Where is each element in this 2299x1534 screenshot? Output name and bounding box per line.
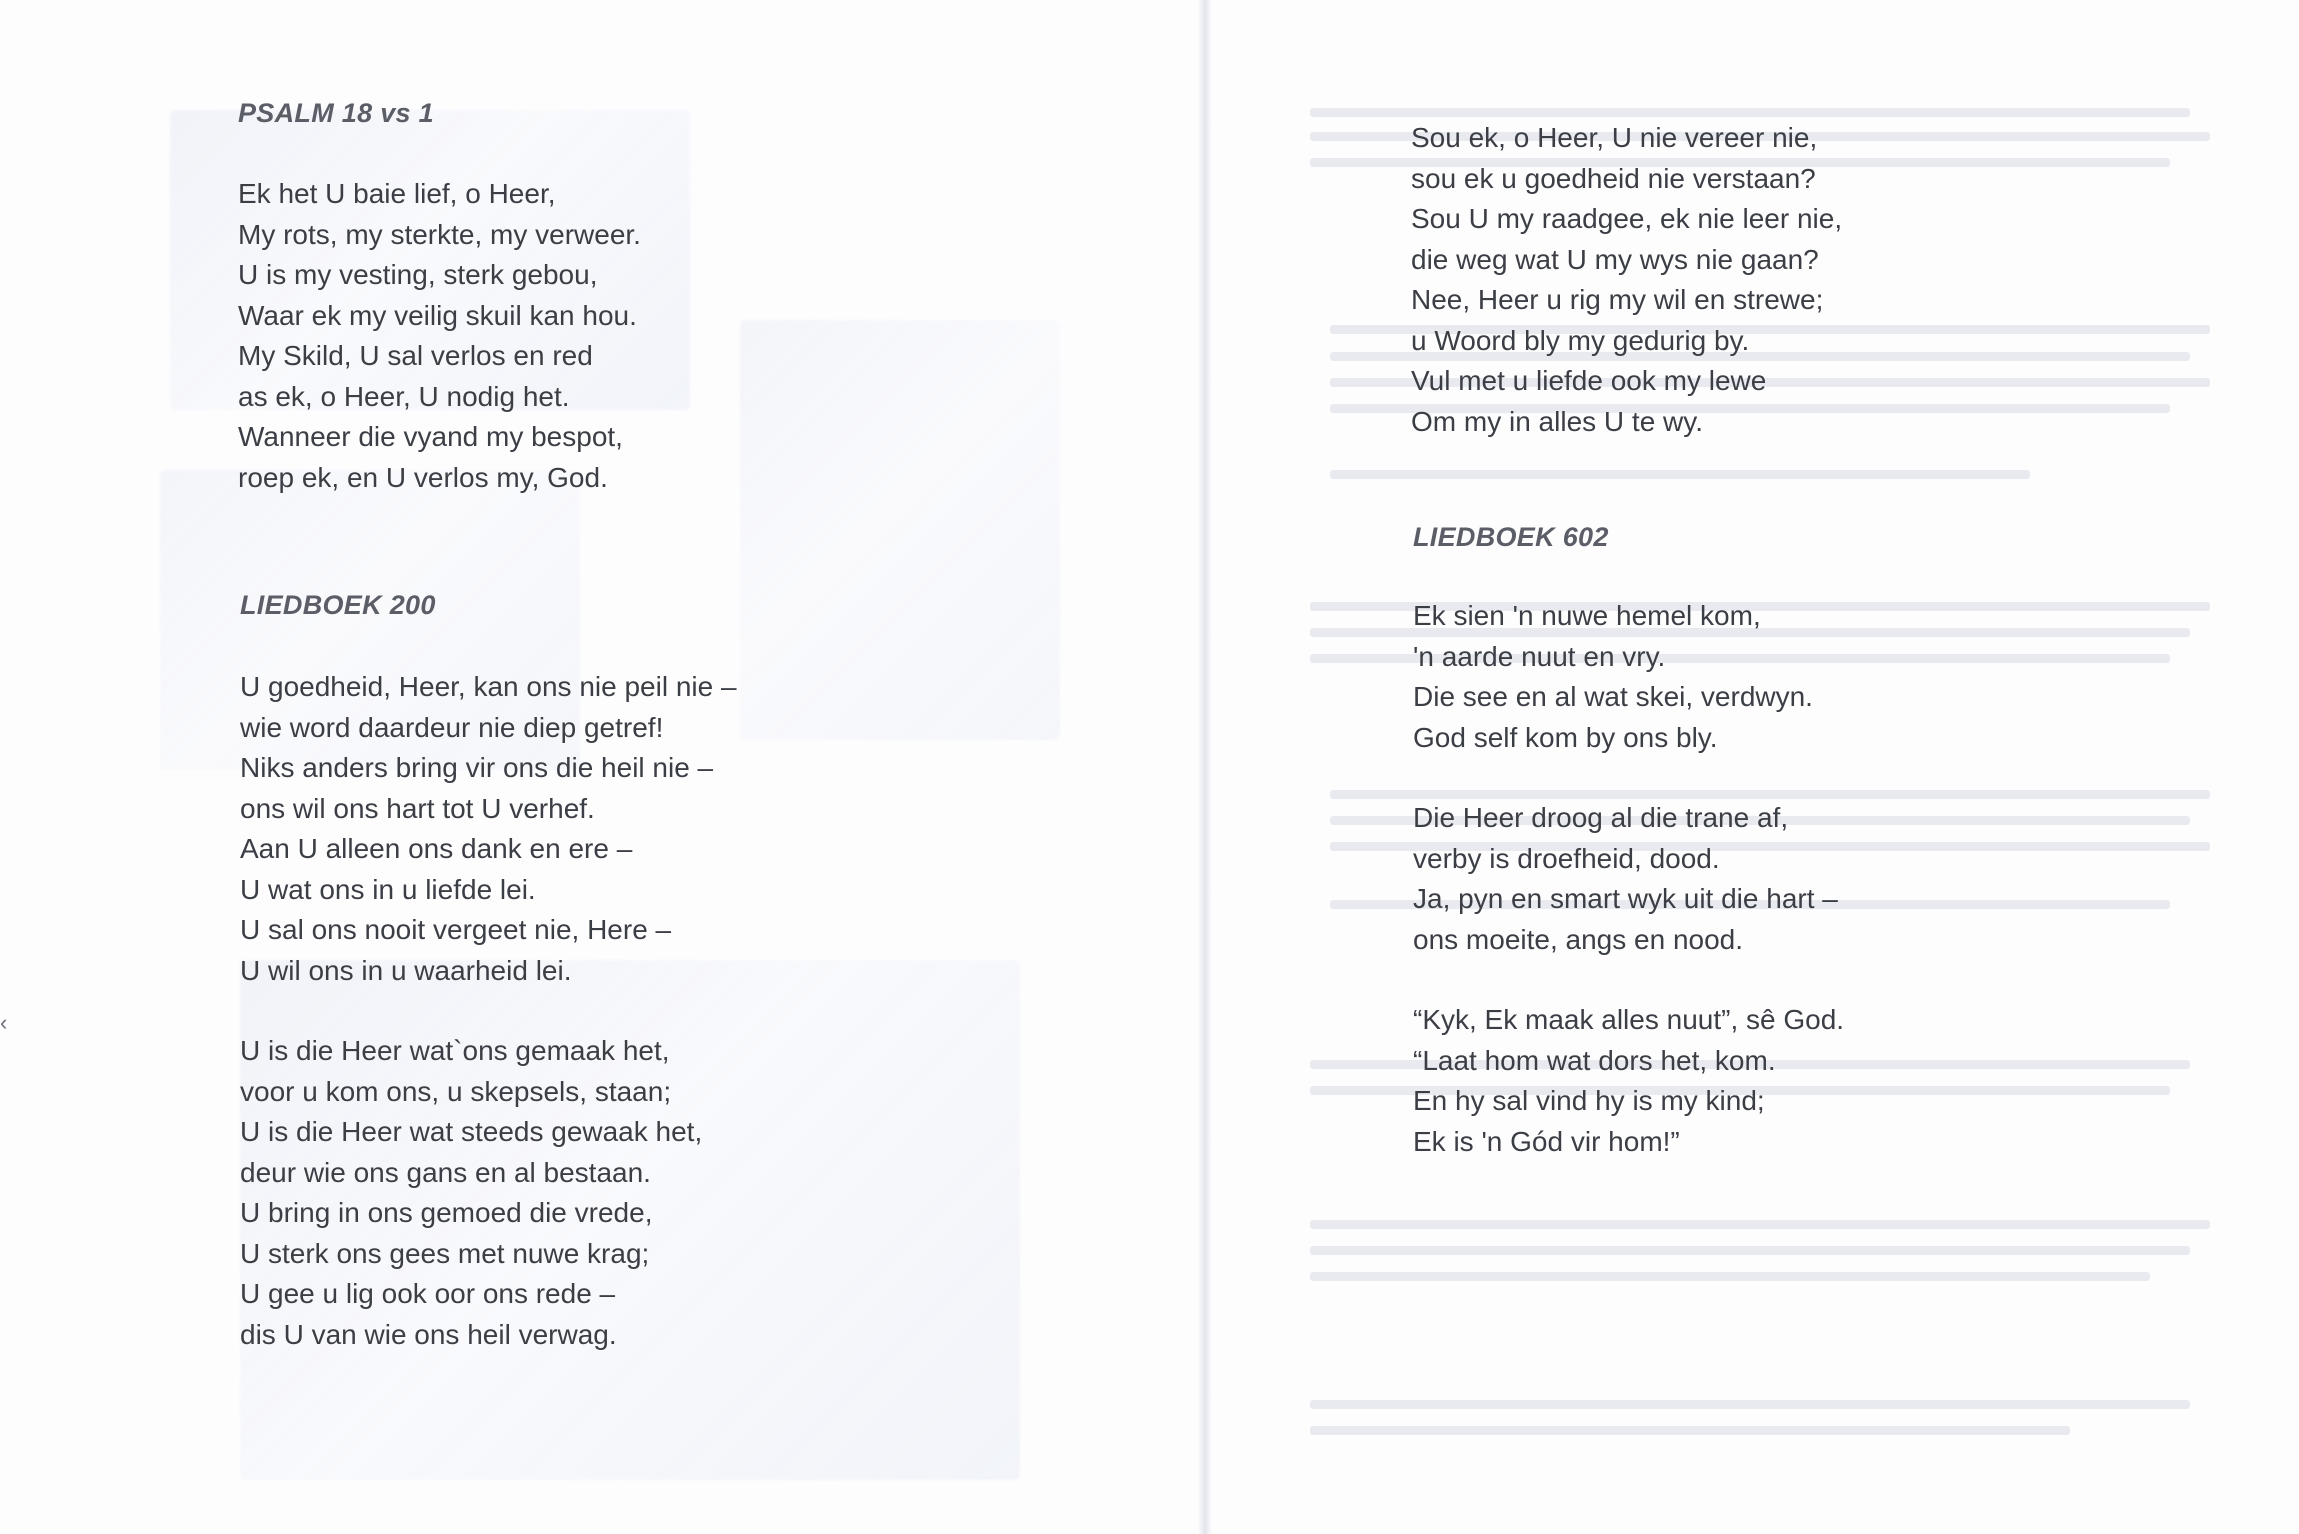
- lyric-line: roep ek, en U verlos my, God.: [238, 461, 608, 493]
- continuation-stanza: [1411, 118, 1842, 442]
- lyric-line: U sal ons nooit vergeet nie, Here –: [240, 914, 672, 945]
- lyric-line: Nee, Heer u rig my wil en strewe;: [1411, 284, 1824, 315]
- lyric-line: U gee u lig ook oor ons rede –: [240, 1278, 616, 1309]
- liedboek-200-continuation: [1411, 118, 1842, 442]
- liedboek-200-stanza-2: [240, 1031, 737, 1355]
- lyric-line: “Laat hom wat dors het, kom.: [1413, 1044, 1776, 1076]
- liedboek-602-stanza-3: [1413, 1000, 1844, 1162]
- liedboek-602-stanza-1: [1413, 596, 1844, 758]
- lyric-line: U goedheid, Heer, kan ons nie peil nie –: [240, 671, 737, 702]
- psalm-stanza: [238, 174, 641, 498]
- lyric-line: Die see en al wat skei, verdwyn.: [1413, 681, 1813, 712]
- liedboek-602-section: [1413, 522, 1844, 1162]
- lyric-line: Ek is 'n Gód vir hom!”: [1413, 1125, 1680, 1157]
- liedboek-602-stanza-2: [1413, 798, 1844, 960]
- lyric-line: En hy sal vind hy is my kind;: [1413, 1085, 1765, 1116]
- liedboek-200-heading: LIEDBOEK 200: [240, 590, 436, 620]
- lyric-line: Die Heer droog al die trane af,: [1413, 802, 1789, 833]
- lyric-line: u Woord bly my gedurig by.: [1411, 324, 1750, 356]
- center-fold: [1198, 0, 1212, 1534]
- psalm-18-section: [238, 98, 641, 498]
- lyric-line: U wil ons in u waarheid lei.: [240, 954, 572, 986]
- lyric-line: Niks anders bring vir ons die heil nie –: [240, 752, 714, 783]
- lyric-line: “Kyk, Ek maak alles nuut”, sê God.: [1413, 1004, 1845, 1035]
- lyric-line: voor u kom ons, u skepsels, staan;: [240, 1075, 672, 1107]
- liedboek-602-heading: LIEDBOEK 602: [1413, 522, 1609, 552]
- lyric-line: verby is droefheid, dood.: [1413, 842, 1720, 874]
- lyric-line: My rots, my sterkte, my verweer.: [238, 218, 641, 250]
- lyric-line: dis U van wie ons heil verwag.: [240, 1318, 617, 1350]
- lyric-line: U is die Heer wat steeds gewaak het,: [240, 1116, 703, 1147]
- psalm-heading: PSALM 18 vs 1: [238, 98, 434, 128]
- lyric-line: 'n aarde nuut en vry.: [1413, 640, 1666, 672]
- lyric-line: Om my in alles U te wy.: [1411, 405, 1703, 437]
- lyric-line: Sou U my raadgee, ek nie leer nie,: [1411, 203, 1843, 234]
- lyric-line: as ek, o Heer, U nodig het.: [238, 380, 570, 412]
- lyric-line: wie word daardeur nie diep getref!: [240, 711, 664, 743]
- lyric-line: U bring in ons gemoed die vrede,: [240, 1197, 653, 1228]
- lyric-line: U is my vesting, sterk gebou,: [238, 259, 598, 290]
- lyric-line: deur wie ons gans en al bestaan.: [240, 1156, 651, 1188]
- lyric-line: Aan U alleen ons dank en ere –: [240, 833, 633, 864]
- lyric-line: God self kom by ons bly.: [1413, 721, 1718, 753]
- liedboek-200-section: [240, 590, 737, 1355]
- lyric-line: ons moeite, angs en nood.: [1413, 923, 1744, 955]
- lyric-line: ons wil ons hart tot U verhef.: [240, 792, 595, 824]
- lyric-line: U sterk ons gees met nuwe krag;: [240, 1237, 650, 1269]
- lyric-line: Ek sien 'n nuwe hemel kom,: [1413, 600, 1761, 631]
- lyric-line: die weg wat U my wys nie gaan?: [1411, 243, 1819, 275]
- lyric-line: Wanneer die vyand my bespot,: [238, 421, 623, 452]
- lyric-line: Sou ek, o Heer, U nie vereer nie,: [1411, 122, 1818, 153]
- lyric-line: My Skild, U sal verlos en red: [238, 340, 593, 371]
- lyric-line: sou ek u goedheid nie verstaan?: [1411, 162, 1816, 194]
- lyric-line: Waar ek my veilig skuil kan hou.: [238, 299, 637, 331]
- lyric-line: U is die Heer wat`ons gemaak het,: [240, 1035, 670, 1066]
- lyric-line: Ja, pyn en smart wyk uit die hart –: [1413, 883, 1838, 914]
- liedboek-200-stanza-1: [240, 667, 737, 991]
- lyric-line: Vul met u liefde ook my lewe: [1411, 365, 1767, 396]
- lyric-line: Ek het U baie lief, o Heer,: [238, 178, 556, 209]
- binding-mark: ‹: [0, 1010, 8, 1035]
- right-page: [1215, 0, 2299, 1534]
- lyric-line: U wat ons in u liefde lei.: [240, 873, 536, 905]
